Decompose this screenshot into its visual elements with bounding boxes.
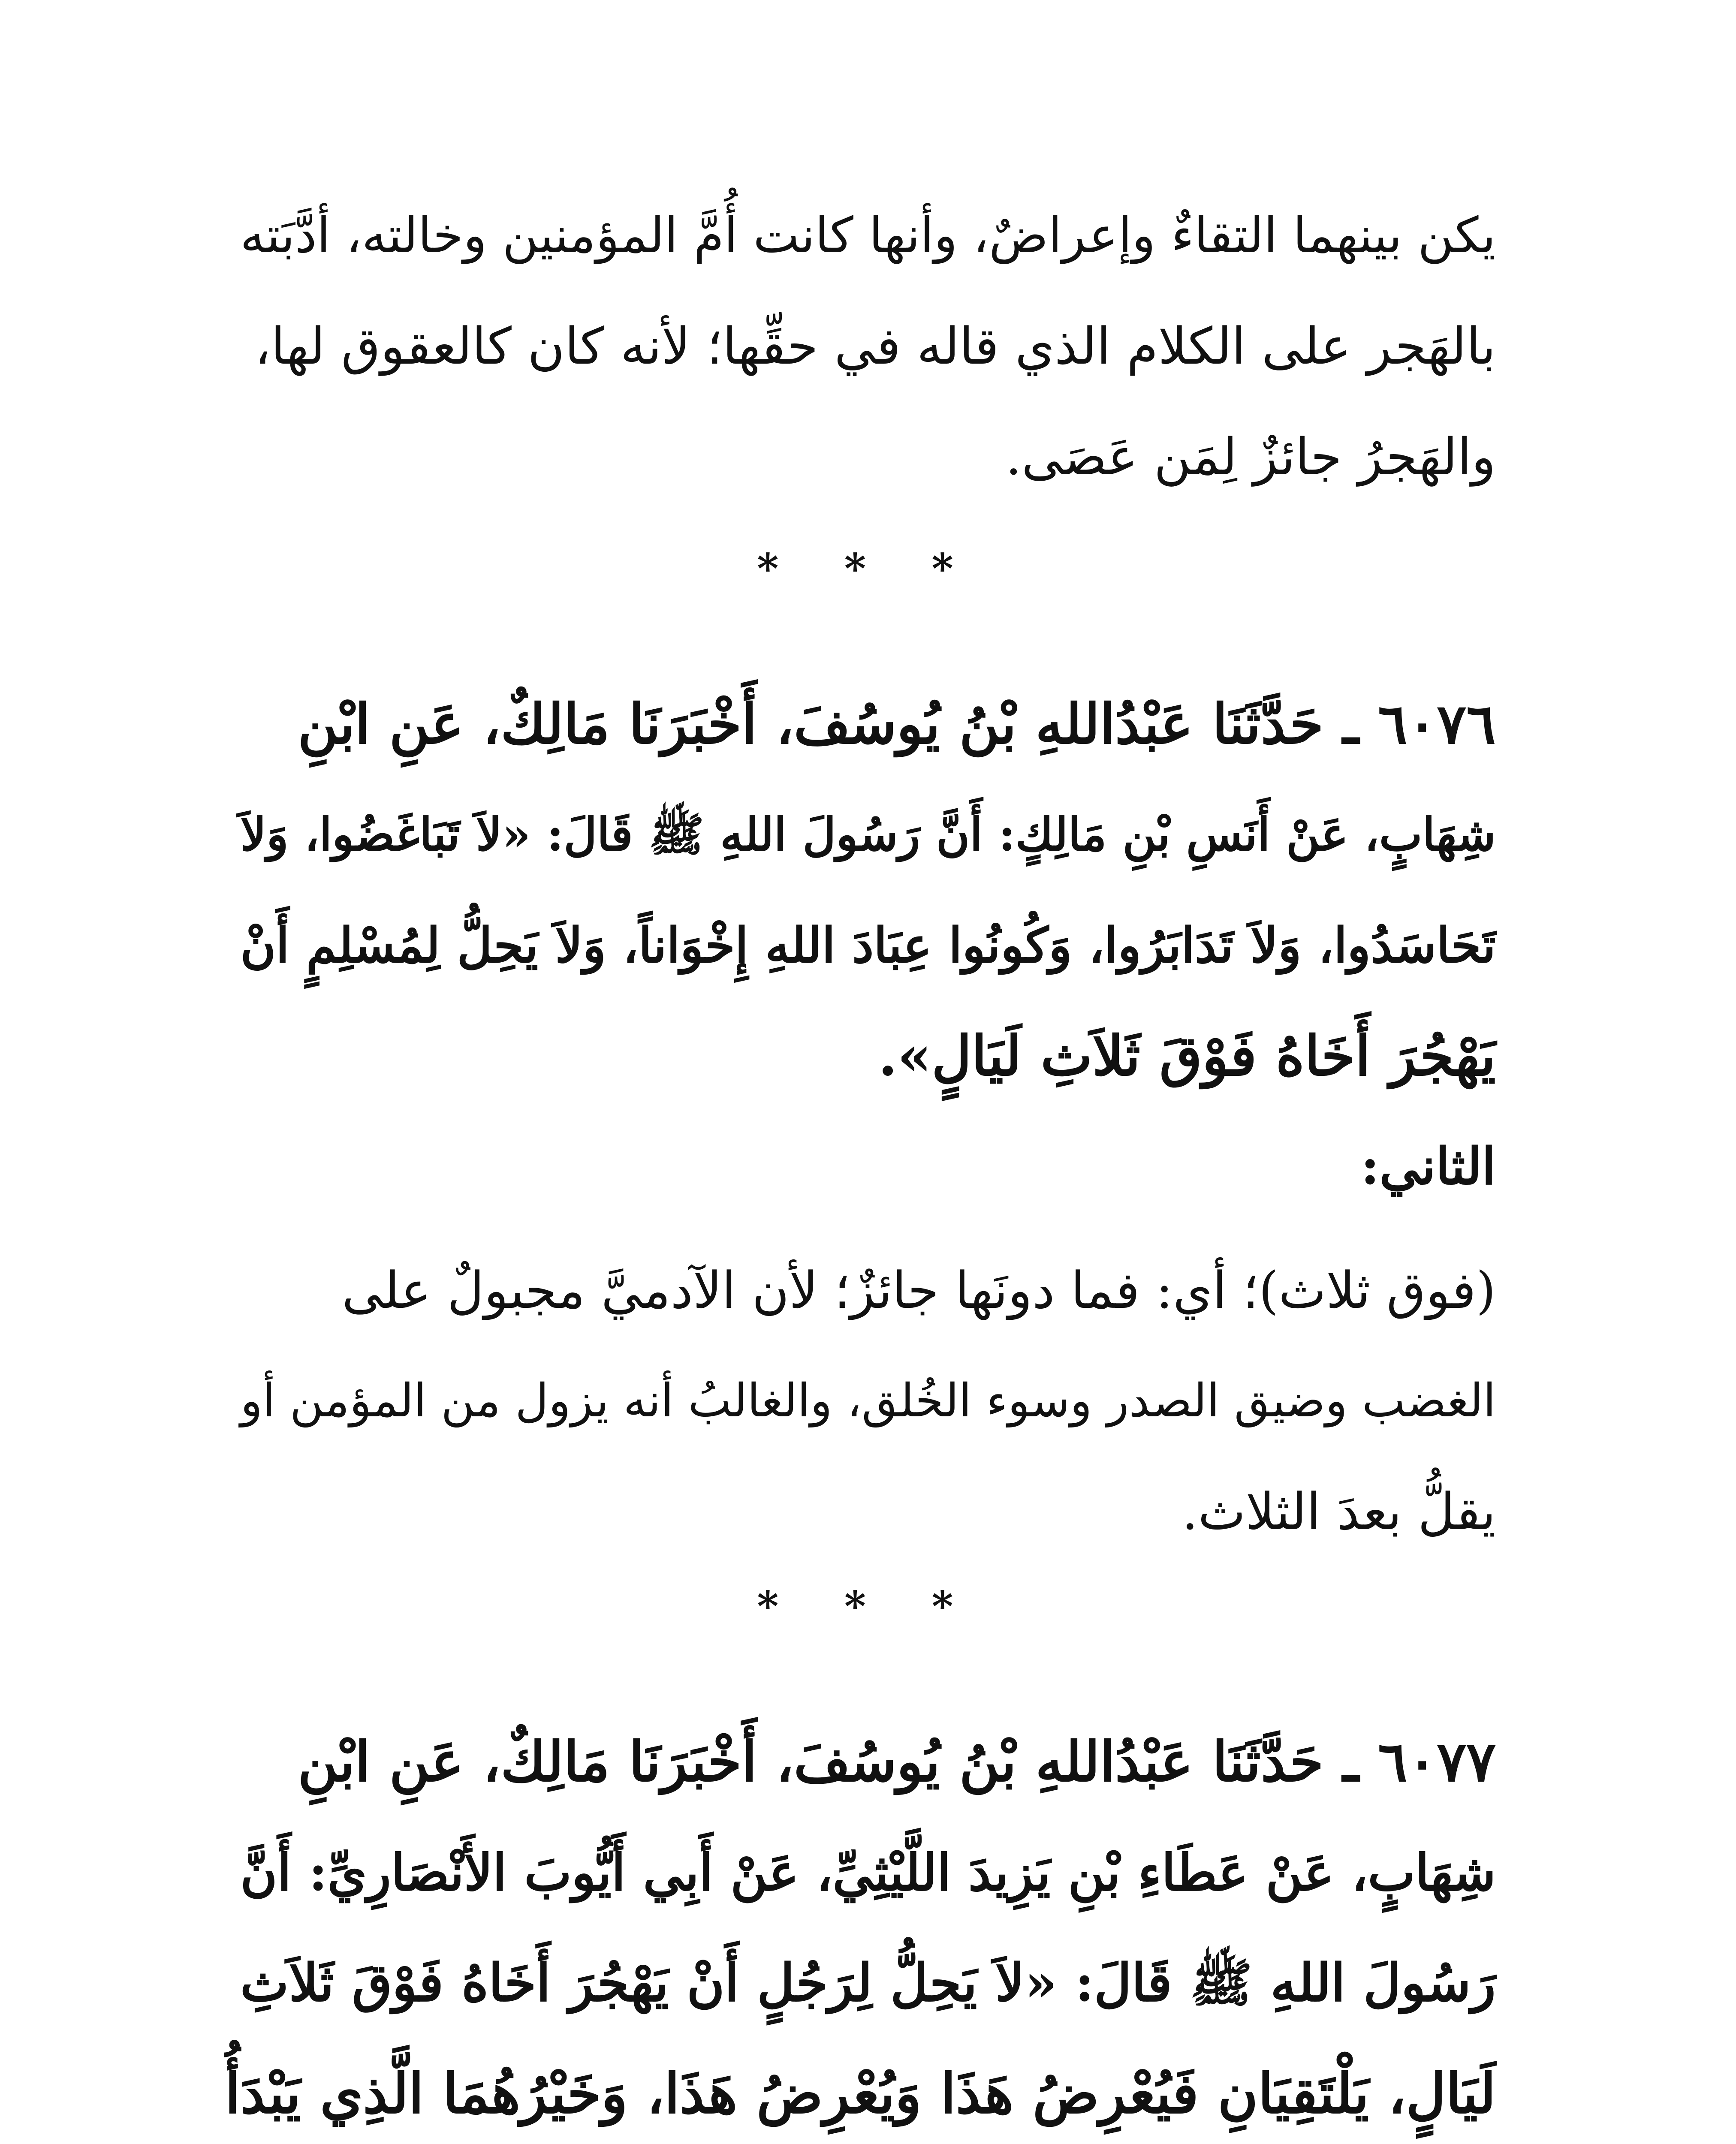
hadith-6076-line-1: ٦٠٧٦ ـ حَدَّثَنَا عَبْدُاللهِ بْنُ يُوسُفَ، أَخْبَرَنَا مَالِكٌ، عَنِ ابْنِ [298, 692, 1496, 756]
section-separator-2: * * * [757, 1582, 979, 1631]
hadith-6076 [214, 669, 1496, 1111]
commentary-top-line-2: بالهَجر على الكلام الذي قاله في حقِّها؛ لأنه كان كالعقوق لها، [254, 316, 1496, 376]
section-separator-1: * * * [757, 545, 979, 593]
hadith-6077-line-2: شِهَابٍ، عَنْ عَطَاءِ بْنِ يَزِيدَ اللَّيْثِيِّ، عَنْ أَبِي أَيُّوبَ الأَنْصَارِيِّ: أَنَّ [240, 1843, 1496, 1902]
commentary-top-line-3: والهَجرُ جائزٌ لِمَن عَصَى. [1005, 427, 1496, 486]
commentary-top [214, 180, 1496, 512]
commentary-second [214, 1235, 1496, 1567]
commentary-second-line-2: الغضب وضيق الصدر وسوء الخُلق، والغالبُ أنه يزول من المؤمن أو [240, 1374, 1496, 1427]
commentary-second-line-3: يقلُّ بعدَ الثلاث. [1182, 1482, 1496, 1541]
hadith-6076-line-3: تَحَاسَدُوا، وَلاَ تَدَابَرُوا، وَكُونُوا عِبَادَ اللهِ إِخْوَاناً، وَلاَ يَحِلُّ لِمُسْلِمٍ أَنْ [240, 917, 1496, 974]
hadith-6076-line-2: شِهَابٍ، عَنْ أَنَسِ بْنِ مَالِكٍ: أَنَّ رَسُولَ اللهِ ﷺ قَالَ: «لاَ تَبَاغَضُوا، وَلاَ [240, 808, 1496, 861]
section-heading-second: الثاني: [1360, 1136, 1496, 1196]
hadith-6077-line-4: لَيَالٍ، يَلْتَقِيَانِ فَيُعْرِضُ هَذَا وَيُعْرِضُ هَذَا، وَخَيْرُهُمَا الَّذِي يَبْدَأُ [225, 2062, 1496, 2126]
hadith-6077-line-1: ٦٠٧٧ ـ حَدَّثَنَا عَبْدُاللهِ بْنُ يُوسُفَ، أَخْبَرَنَا مَالِكٌ، عَنِ ابْنِ [298, 1730, 1496, 1794]
commentary-top-line-1: يكن بينهما التقاءٌ وإعراضٌ، وأنها كانت أُمَّ المؤمنين وخالته، أدَّبَته [240, 207, 1496, 264]
hadith-6076-line-4: يَهْجُرَ أَخَاهُ فَوْقَ ثَلاَثِ لَيَالٍ». [878, 1024, 1496, 1088]
hadith-6077 [214, 1707, 1496, 2144]
commentary-second-line-1: (فوق ثلاث)؛ أي: فما دونَها جائزٌ؛ لأن الآدميَّ مجبولٌ على [342, 1261, 1496, 1320]
hadith-6077-line-3: رَسُولَ اللهِ ﷺ قَالَ: «لاَ يَحِلُّ لِرَجُلٍ أَنْ يَهْجُرَ أَخَاهُ فَوْقَ ثَلاَثِ [240, 1953, 1496, 2013]
